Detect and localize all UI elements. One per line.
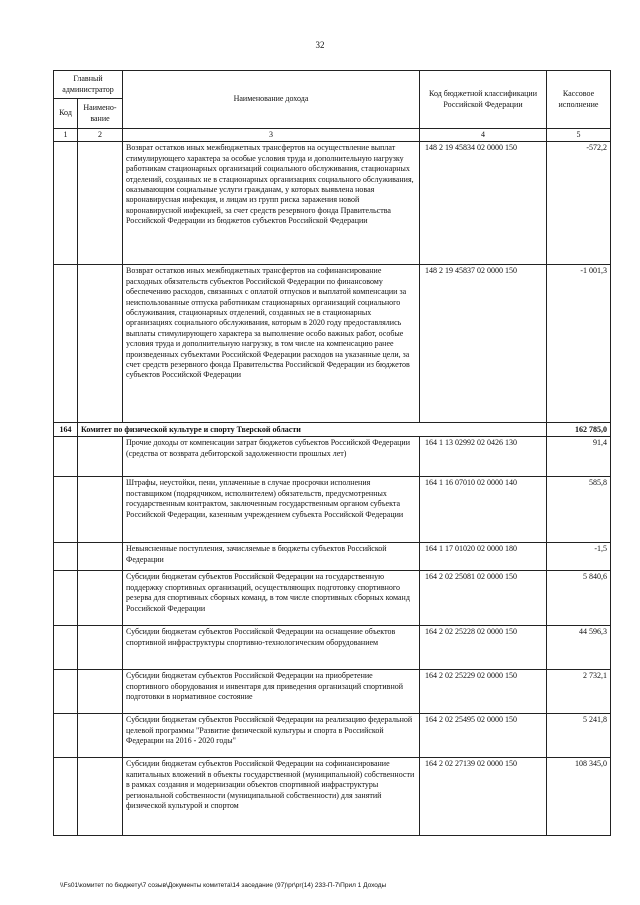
income-name: Невыясненные поступления, зачисляемые в бюджеты субъектов Российской Федерации [123,543,420,571]
amount: 585,8 [547,477,611,543]
kbk-code: 164 2 02 25081 02 0000 150 [420,571,547,626]
header-income-name: Наименование дохода [123,71,420,129]
amount: 2 732,1 [547,670,611,714]
admin-name: Комитет по физической культуре и спорту Тверской области [78,423,547,437]
kbk-code: 164 2 02 25228 02 0000 150 [420,626,547,670]
amount: -1 001,3 [547,265,611,423]
amount: -572,2 [547,142,611,265]
kbk-code: 164 2 02 25495 02 0000 150 [420,714,547,758]
header-main-admin: Главный администратор [54,71,123,99]
table-row [54,265,611,423]
kbk-code: 148 2 19 45837 02 0000 150 [420,265,547,423]
table-row [54,670,611,714]
income-name: Субсидии бюджетам субъектов Российской Федерации на государственную поддержку спортивных организаций, осуществляющих подготовку спортивного резерва для спортивных сборных команд, в том числе спортивных сборных команд Российской Федерации [123,571,420,626]
header-kbk: Код бюджетной классификации Российской Федерации [420,71,547,129]
table-row [54,571,611,626]
amount: 5 840,6 [547,571,611,626]
header-cash: Кассовое исполнение [547,71,611,129]
income-name: Возврат остатков иных межбюджетных трансфертов на софинансирование расходных обязательств субъектов Российской Федерации по финансовому обеспечению расходов, связанных с оплатой отпусков и выплатой компенсации за неиспользованные отпуска работникам стационарных организаций социального обслуживания, стационарных отделений, созданных не в стационарных организациях социального обслуживания, которым в 2020 году предоставлялись выплаты стимулирующего характера за выполнение особо важных работ, особые условия труда и дополнительную нагрузку, в том числе на компенсацию ранее произведенных субъектами Российской Федерации расходов на указанные цели, за счет средств резервного фонда Правительства Российской Федерации из бюджетов субъектов Российской Федерации [123,265,420,423]
file-path-footer: \\Fs01\комитет по бюджету\7 созыв\Документы комитета\14 заседание (97)\pr\pr(14) 233-П-7\Прил 1 Доходы [60,882,387,889]
admin-code: 164 [54,423,78,437]
header-name: Наимено-вание [78,99,123,129]
amount: 108 345,0 [547,758,611,836]
kbk-code: 148 2 19 45834 02 0000 150 [420,142,547,265]
income-name: Субсидии бюджетам субъектов Российской Федерации на оснащение объектов спортивной инфраструктуры спортивно-технологическим оборудованием [123,626,420,670]
page-number: 32 [315,40,325,50]
income-name: Прочие доходы от компенсации затрат бюджетов субъектов Российской Федерации (средства от возврата дебиторской задолженности прошлых лет) [123,437,420,477]
income-name: Субсидии бюджетам субъектов Российской Федерации на реализацию федеральной целевой программы "Развитие физической культуры и спорта в Российской Федерации на 2016 - 2020 годы" [123,714,420,758]
amount: 5 241,8 [547,714,611,758]
table-row [54,626,611,670]
kbk-code: 164 2 02 27139 02 0000 150 [420,758,547,836]
admin-total: 162 785,0 [547,423,611,437]
col-num-2: 2 [78,129,123,142]
header-code: Код [54,99,78,129]
table-row [54,437,611,477]
income-name: Штрафы, неустойки, пени, уплаченные в случае просрочки исполнения поставщиком (подрядчиком, исполнителем) обязательств, предусмотренных государственным контрактом, заключенным государственным органом субъекта Российской Федерации, казенным учреждением субъекта Российской Федерации [123,477,420,543]
table-row [54,142,611,265]
budget-income-table [53,70,611,836]
amount: -1,5 [547,543,611,571]
table-row [54,758,611,836]
income-name: Возврат остатков иных межбюджетных трансфертов на осуществление выплат стимулирующего характера за особые условия труда и дополнительную нагрузку работникам стационарных организаций социального обслуживания, стационарных отделений, созданных не в стационарных организациях социального обслуживания, оказывающим социальные услуги гражданам, у которых выявлена новая коронавирусная инфекция, и лицам из групп риска заражения новой коронавирусной инфекцией, за счет средств резервного фонда Правительства Российской Федерации из бюджетов субъектов Российской Федерации [123,142,420,265]
table-row [54,714,611,758]
table-row [54,477,611,543]
kbk-code: 164 1 17 01020 02 0000 180 [420,543,547,571]
kbk-code: 164 1 13 02992 02 0426 130 [420,437,547,477]
amount: 44 596,3 [547,626,611,670]
amount: 91,4 [547,437,611,477]
income-name: Субсидии бюджетам субъектов Российской Федерации на приобретение спортивного оборудования и инвентаря для приведения организаций спортивной подготовки в нормативное состояние [123,670,420,714]
admin-row [54,423,611,437]
col-num-4: 4 [420,129,547,142]
col-num-3: 3 [123,129,420,142]
col-num-1: 1 [54,129,78,142]
income-name: Субсидии бюджетам субъектов Российской Федерации на софинансирование капитальных вложений в объекты государственной (муниципальной) собственности в рамках создания и модернизации объектов спортивной инфраструктуры региональной собственности (муниципальной собственности) для занятий физической культурой и спортом [123,758,420,836]
kbk-code: 164 2 02 25229 02 0000 150 [420,670,547,714]
kbk-code: 164 1 16 07010 02 0000 140 [420,477,547,543]
table-row [54,543,611,571]
col-num-5: 5 [547,129,611,142]
